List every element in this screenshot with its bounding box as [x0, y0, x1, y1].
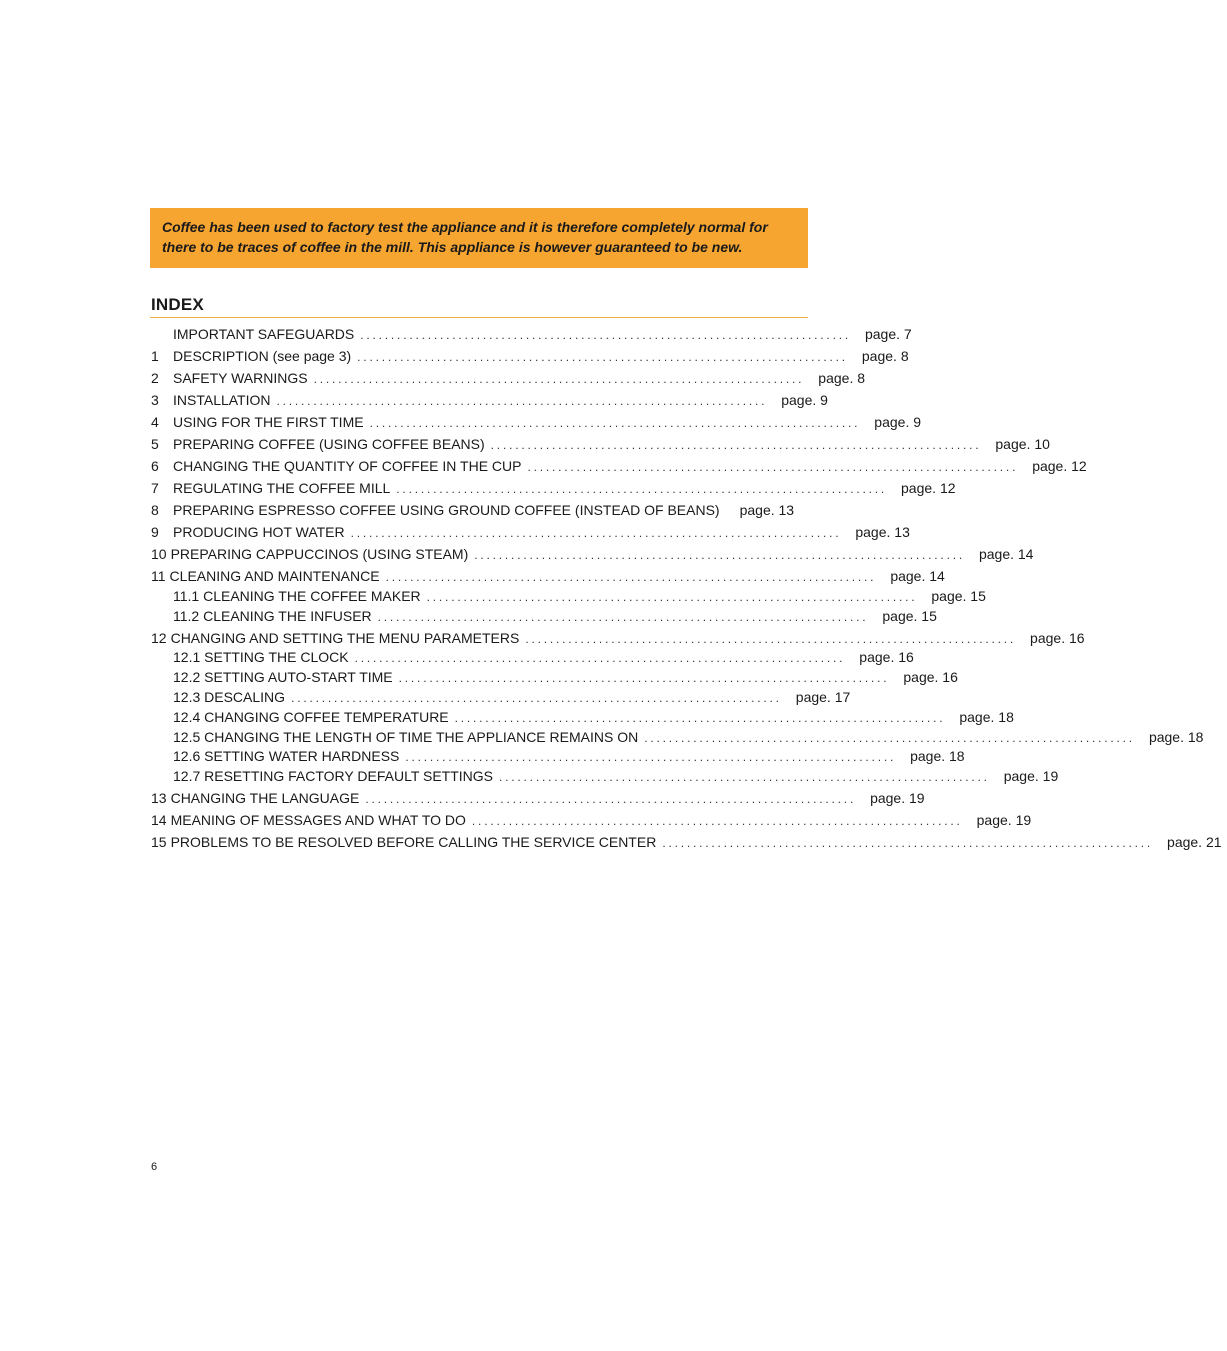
toc-entry-title: REGULATING THE COFFEE MILL — [173, 480, 391, 496]
toc-entry-page: page. 9 — [781, 392, 828, 408]
toc-entry-page: page. 16 — [903, 669, 958, 686]
toc-entry-number: 11 — [151, 568, 166, 584]
toc-entry-page: page. 18 — [910, 748, 965, 765]
toc-entry-title: DESCRIPTION (see page 3) — [173, 348, 352, 364]
index-divider — [150, 317, 808, 318]
toc-entry[interactable] — [151, 745, 965, 765]
toc-dot-leader: ................................................................................ — [354, 651, 846, 666]
toc-entry[interactable] — [151, 342, 909, 364]
toc-entry-page: page. 17 — [795, 688, 851, 705]
toc-dot-leader: ................................................................................ — [527, 460, 1019, 474]
toc-entry[interactable] — [151, 784, 925, 807]
toc-entry-page: page. 21 — [1167, 834, 1222, 851]
toc-entry-title: SAFETY WARNINGS — [173, 370, 308, 386]
toc-entry-number: 15 — [151, 834, 167, 851]
toc-entry-page: page. 18 — [959, 708, 1014, 725]
toc-entry-number: 12 — [151, 629, 167, 646]
toc-entry-title: INSTALLATION — [173, 392, 271, 408]
toc-entry-page: page. 13 — [739, 502, 795, 518]
toc-dot-leader: ................................................................................ — [396, 482, 888, 496]
toc-entry-title: 11.2 CLEANING THE INFUSER — [173, 607, 372, 624]
toc-entry-title: 12.1 SETTING THE CLOCK — [173, 649, 349, 666]
toc-entry-page: page. 7 — [864, 326, 912, 342]
toc-dot-leader: ................................................................................ — [662, 836, 1154, 851]
toc-entry-title: 12.6 SETTING WATER HARDNESS — [173, 748, 400, 765]
toc-entry[interactable] — [151, 604, 937, 624]
toc-dot-leader: ................................................................................ — [474, 548, 965, 562]
toc-entry-title: 12.2 SETTING AUTO-START TIME — [173, 669, 393, 686]
toc-entry-title: PREPARING COFFEE (USING COFFEE BEANS) — [173, 436, 485, 452]
toc-dot-leader: ................................................................................ — [276, 394, 768, 408]
toc-entry[interactable] — [151, 646, 914, 666]
toc-entry[interactable] — [151, 452, 1087, 474]
toc-dot-leader: ................................................................................ — [369, 416, 861, 430]
toc-entry-number: 6 — [151, 458, 159, 474]
table-of-contents — [151, 320, 1222, 851]
toc-dot-leader: ................................................................................ — [490, 438, 982, 452]
toc-entry-title: PROBLEMS TO BE RESOLVED BEFORE CALLING THE SERVICE CENTER — [170, 834, 657, 851]
toc-dot-leader: ................................................................................ — [499, 770, 990, 785]
toc-entry-number: 8 — [151, 502, 159, 518]
toc-entry-title: CHANGING THE LANGUAGE — [170, 790, 360, 807]
toc-entry[interactable] — [151, 364, 866, 386]
toc-entry[interactable] — [151, 584, 986, 604]
toc-dot-leader: ................................................................................ — [454, 710, 946, 725]
toc-entry[interactable] — [151, 474, 956, 496]
toc-dot-leader: ................................................................................ — [350, 526, 842, 540]
toc-dot-leader: ................................................................................ — [377, 609, 869, 624]
toc-entry-page: page. 12 — [1032, 458, 1087, 474]
toc-entry-page: page. 9 — [874, 414, 922, 430]
toc-entry[interactable] — [151, 705, 1014, 725]
toc-entry-page: page. 19 — [1003, 768, 1059, 785]
toc-entry-number: 5 — [151, 436, 159, 452]
toc-dot-leader: ................................................................................ — [426, 589, 918, 604]
toc-entry-page: page. 16 — [859, 649, 914, 666]
toc-dot-leader: ................................................................................ — [360, 328, 851, 342]
toc-entry-page: page. 15 — [882, 607, 937, 624]
toc-entry-number: 10 — [151, 546, 167, 562]
toc-entry-title: PREPARING ESPRESSO COFFEE USING GROUND COFFEE (INSTEAD OF BEANS) — [173, 502, 720, 518]
toc-dot-leader: ................................................................................ — [405, 750, 897, 765]
toc-dot-leader: ................................................................................ — [385, 570, 877, 584]
toc-dot-leader: ................................................................................ — [313, 372, 805, 386]
toc-entry-page: page. 18 — [1148, 728, 1204, 745]
toc-entry[interactable] — [151, 562, 945, 584]
toc-entry-number: 1 — [151, 348, 159, 364]
toc-entry-title: 12.5 CHANGING THE LENGTH OF TIME THE APPLIANCE REMAINS ON — [173, 728, 639, 745]
toc-entry-number: 4 — [151, 414, 159, 430]
notice-box — [150, 208, 808, 268]
toc-entry-page: page. 19 — [976, 812, 1032, 829]
toc-entry-title: MEANING OF MESSAGES AND WHAT TO DO — [170, 812, 466, 829]
toc-entry-number: 3 — [151, 392, 159, 408]
toc-dot-leader: ................................................................................ — [291, 690, 782, 705]
toc-dot-leader: ................................................................................ — [365, 792, 857, 807]
toc-entry[interactable] — [151, 540, 1034, 562]
toc-entry-number: 14 — [151, 812, 167, 829]
toc-entry[interactable] — [151, 386, 828, 408]
toc-dot-leader: ................................................................................ — [644, 730, 1135, 745]
toc-entry-page: page. 8 — [818, 370, 866, 386]
toc-entry[interactable] — [151, 320, 912, 342]
toc-entry-page: page. 15 — [931, 587, 986, 604]
toc-entry-title: CHANGING THE QUANTITY OF COFFEE IN THE CUP — [173, 458, 522, 474]
toc-entry-number: 7 — [151, 480, 159, 496]
toc-entry[interactable] — [151, 408, 922, 430]
toc-entry[interactable] — [151, 725, 1204, 745]
toc-entry-title: 12.4 CHANGING COFFEE TEMPERATURE — [173, 708, 449, 725]
toc-entry-page: page. 8 — [861, 348, 909, 364]
toc-entry-number: 9 — [151, 524, 159, 540]
toc-entry-page: page. 14 — [890, 568, 945, 584]
toc-entry-page: page. 19 — [870, 790, 925, 807]
toc-entry[interactable] — [151, 624, 1085, 646]
toc-entry-title: USING FOR THE FIRST TIME — [173, 414, 364, 430]
toc-entry-title: IMPORTANT SAFEGUARDS — [173, 326, 355, 342]
toc-entry-title: CHANGING AND SETTING THE MENU PARAMETERS — [170, 629, 520, 646]
toc-entry-page: page. 13 — [855, 524, 910, 540]
toc-entry-page: page. 14 — [978, 546, 1034, 562]
toc-entry-title: 12.7 RESETTING FACTORY DEFAULT SETTINGS — [173, 768, 494, 785]
toc-entry-title: 12.3 DESCALING — [173, 688, 286, 705]
toc-dot-leader: ................................................................................ — [471, 814, 963, 829]
toc-entry[interactable] — [151, 685, 851, 705]
toc-entry-title: PRODUCING HOT WATER — [173, 524, 345, 540]
toc-entry-number: 13 — [151, 790, 167, 807]
toc-entry-title: CLEANING AND MAINTENANCE — [169, 568, 380, 584]
toc-dot-leader: ................................................................................ — [525, 631, 1017, 646]
toc-entry-page: page. 10 — [995, 436, 1050, 452]
toc-entry[interactable] — [151, 828, 1222, 851]
toc-entry[interactable] — [151, 806, 1032, 829]
toc-entry[interactable] — [151, 518, 910, 540]
toc-dot-leader: ................................................................................ — [357, 350, 848, 364]
index-heading: INDEX — [151, 295, 204, 314]
notice-text: Coffee has been used to factory test the appliance and it is therefore completely normal for there to be traces of coffee in the mill. This appliance is however guaranteed to be new. — [162, 219, 768, 255]
page-number: 6 — [151, 1161, 158, 1173]
toc-entry-page: page. 12 — [901, 480, 956, 496]
toc-entry[interactable] — [151, 665, 958, 686]
toc-entry[interactable] — [151, 496, 795, 518]
toc-entry[interactable] — [151, 764, 1059, 785]
toc-entry-page: page. 16 — [1030, 629, 1085, 646]
toc-entry[interactable] — [151, 430, 1050, 452]
toc-entry-number: 2 — [151, 370, 159, 386]
toc-entry-title: 11.1 CLEANING THE COFFEE MAKER — [173, 587, 421, 604]
toc-dot-leader: ................................................................................ — [398, 671, 890, 686]
toc-entry-title: PREPARING CAPPUCCINOS (USING STEAM) — [170, 546, 469, 562]
